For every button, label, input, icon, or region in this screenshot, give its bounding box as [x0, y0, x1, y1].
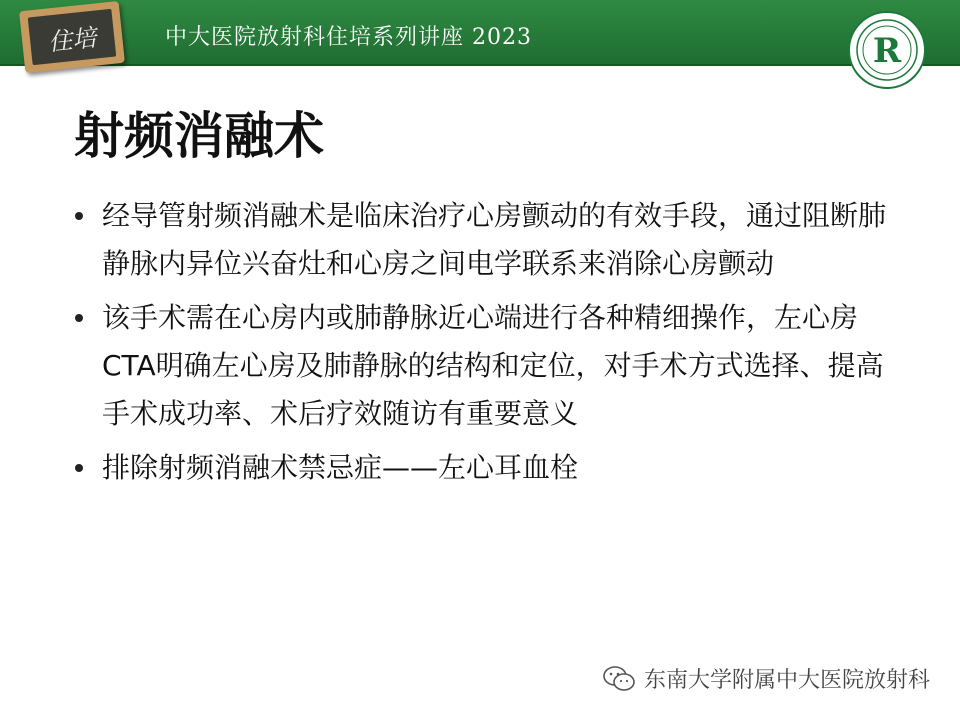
logo-letter: R	[872, 31, 902, 71]
chalkboard-surface	[28, 9, 117, 66]
badge-text: 住培	[46, 23, 98, 56]
bullet-list	[75, 192, 895, 498]
bullet-item	[75, 192, 895, 288]
slide-title: 射频消融术	[74, 107, 324, 165]
bullet-text: 排除射频消融术禁忌症——左心耳血栓	[102, 451, 579, 484]
bullet-dot-icon	[75, 464, 83, 472]
footer-text: 东南大学附属中大医院放射科	[643, 668, 930, 693]
bullet-item	[75, 294, 895, 438]
hospital-logo	[847, 10, 927, 90]
wechat-icon	[602, 665, 636, 693]
chalkboard-badge	[19, 1, 125, 73]
bullet-item	[75, 444, 895, 492]
bullet-dot-icon	[75, 212, 83, 220]
footer-watermark	[602, 663, 930, 694]
header-bar	[0, 0, 960, 66]
header-title: 中大医院放射科住培系列讲座 2023	[165, 25, 532, 50]
bullet-text: 经导管射频消融术是临床治疗心房颤动的有效手段，通过阻断肺静脉内异位兴奋灶和心房之间电学联系来消除心房颤动	[102, 199, 887, 280]
bullet-text: 该手术需在心房内或肺静脉近心端进行各种精细操作，左心房CTA明确左心房及肺静脉的结构和定位，对手术方式选择、提高手术成功率、术后疗效随访有重要意义	[102, 301, 884, 430]
bullet-dot-icon	[75, 314, 83, 322]
